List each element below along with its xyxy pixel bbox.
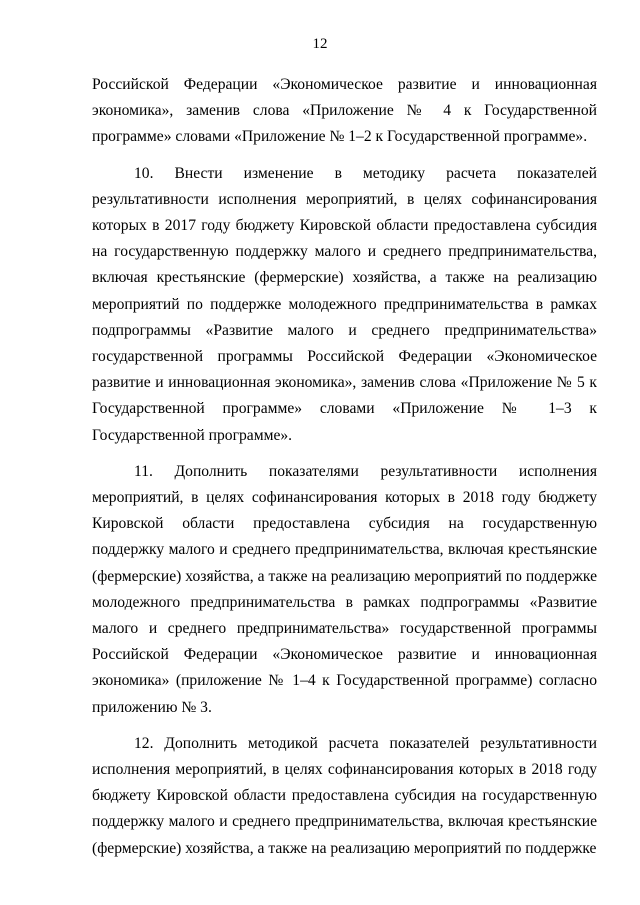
document-body [92, 72, 597, 862]
paragraph-item-10: 10. Внести изменение в методику расчета показателей результативности исполнения мероприятий, в целях софинансирования которых в 2017 году бюджету Кировской области предоставлена субсидия на государственную поддержку малого и среднего предпринимательства, включая крестьянские (фермерские) хозяйства, а также на реализацию мероприятий по поддержке молодежного предпринимательства в рамках подпрограммы «Развитие малого и среднего предпринимательства» государственной программы Российской Федерации «Экономическое развитие и инновационная экономика», заменив слова «Приложение № 5 к Государственной программе» словами «Приложение № 1–3 к Государственной программе». [92, 164, 597, 444]
paragraph-item-11: 11. Дополнить показателями результативности исполнения мероприятий, в целях софинансирования которых в 2018 году бюджету Кировской области предоставлена субсидия на государственную поддержку малого и среднего предпринимательства, включая крестьянские (фермерские) хозяйства, а также на реализацию мероприятий по поддержке молодежного предпринимательства в рамках подпрограммы «Развитие малого и среднего предпринимательства» государственной программы Российской Федерации «Экономическое развитие и инновационная экономика» (приложение № 1–4 к Государственной программе) согласно приложению № 3. [92, 462, 597, 716]
page-number: 12 [312, 36, 328, 52]
paragraph-continuation: Российской Федерации «Экономическое развитие и инновационная экономика», заменив слова «Приложение № 4 к Государственной программе» словами «Приложение № 1–2 к Государственной программе». [92, 76, 597, 146]
paragraph-item-12: 12. Дополнить методикой расчета показателей результативности исполнения мероприятий, в целях софинансирования которых в 2018 году бюджету Кировской области предоставлена субсидия на государственную поддержку малого и среднего предпринимательства, включая крестьянские (фермерские) хозяйства, а также на реализацию мероприятий по поддержке [92, 734, 597, 857]
